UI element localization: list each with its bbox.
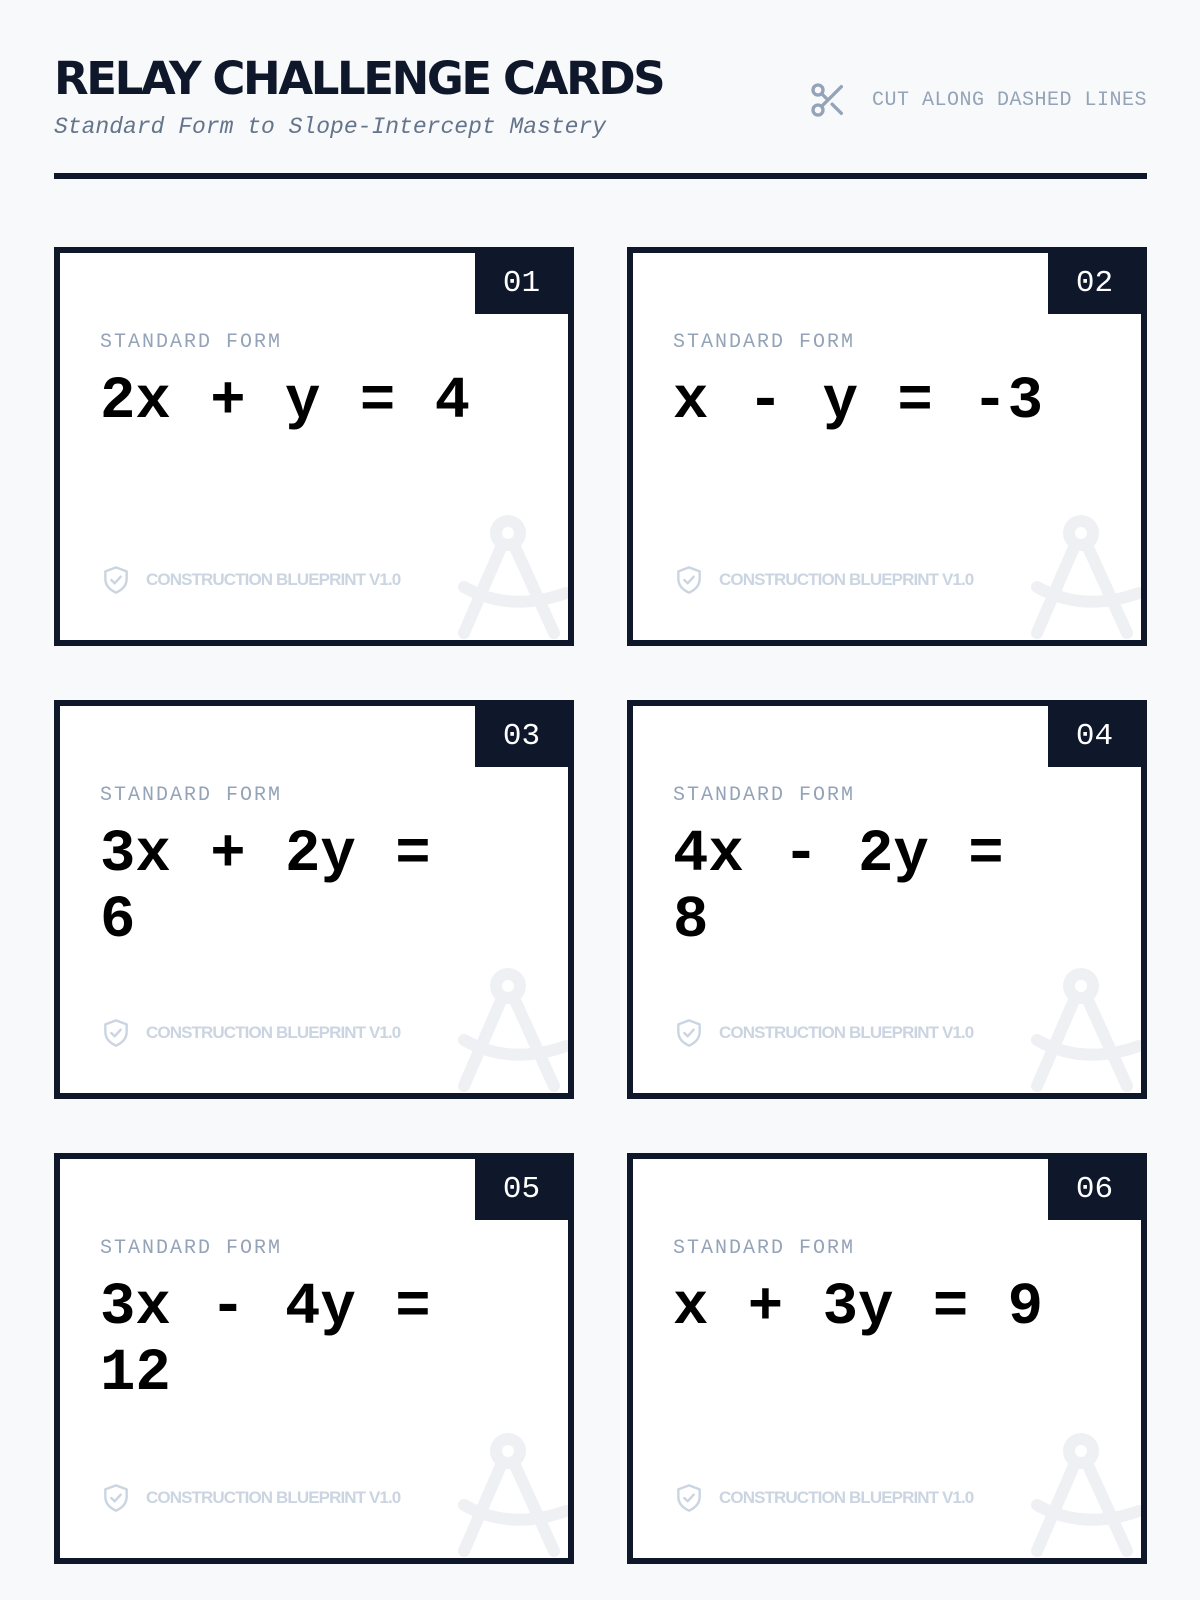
compass-watermark-icon (446, 509, 574, 639)
card-equation: 2x + y = 4 (100, 368, 471, 435)
challenge-card (627, 247, 1147, 646)
card-number-badge: 05 (475, 1159, 568, 1220)
card-footer (673, 564, 973, 596)
card-form-label: STANDARD FORM (100, 784, 283, 807)
challenge-card (627, 1153, 1147, 1564)
shield-check-icon (673, 1017, 705, 1049)
challenge-card (54, 700, 574, 1099)
compass-watermark-icon (446, 962, 574, 1092)
card-form-label: STANDARD FORM (673, 784, 856, 807)
shield-check-icon (100, 1482, 132, 1514)
card-footer-text: CONSTRUCTION BLUEPRINT V1.0 (719, 1488, 974, 1507)
card-footer (100, 564, 400, 596)
card-form-label: STANDARD FORM (673, 331, 856, 354)
card-footer (673, 1017, 973, 1049)
card-equation: 3x + 2y = 6 (100, 821, 471, 954)
scissors-icon (808, 80, 848, 120)
card-equation: 3x - 4y = 12 (100, 1274, 471, 1407)
card-number-badge: 04 (1048, 706, 1141, 767)
card-number-badge: 02 (1048, 253, 1141, 314)
card-form-label: STANDARD FORM (100, 1237, 283, 1260)
shield-check-icon (673, 564, 705, 596)
card-footer-text: CONSTRUCTION BLUEPRINT V1.0 (146, 1488, 401, 1507)
challenge-card (627, 700, 1147, 1099)
card-footer-text: CONSTRUCTION BLUEPRINT V1.0 (719, 1023, 974, 1042)
card-number-badge: 06 (1048, 1159, 1141, 1220)
card-form-label: STANDARD FORM (673, 1237, 856, 1260)
compass-watermark-icon (1019, 962, 1147, 1092)
page-title: RELAY CHALLENGE CARDS (54, 52, 664, 105)
card-footer-text: CONSTRUCTION BLUEPRINT V1.0 (146, 570, 401, 589)
challenge-card (54, 1153, 574, 1564)
card-footer (100, 1017, 400, 1049)
card-footer (673, 1482, 973, 1514)
page-subtitle: Standard Form to Slope-Intercept Mastery (54, 114, 607, 140)
cut-instruction (808, 82, 1147, 118)
card-number-badge: 03 (475, 706, 568, 767)
compass-watermark-icon (1019, 1427, 1147, 1557)
card-footer-text: CONSTRUCTION BLUEPRINT V1.0 (719, 570, 974, 589)
shield-check-icon (100, 1017, 132, 1049)
shield-check-icon (100, 564, 132, 596)
card-footer-text: CONSTRUCTION BLUEPRINT V1.0 (146, 1023, 401, 1042)
card-footer (100, 1482, 400, 1514)
card-equation: 4x - 2y = 8 (673, 821, 1044, 954)
challenge-card (54, 247, 574, 646)
card-number-badge: 01 (475, 253, 568, 314)
compass-watermark-icon (1019, 509, 1147, 639)
card-equation: x + 3y = 9 (673, 1274, 1044, 1341)
card-equation: x - y = -3 (673, 368, 1044, 435)
cut-note-text: CUT ALONG DASHED LINES (871, 88, 1147, 112)
shield-check-icon (673, 1482, 705, 1514)
header-divider (54, 173, 1147, 179)
page-header (54, 0, 1147, 182)
card-form-label: STANDARD FORM (100, 331, 283, 354)
compass-watermark-icon (446, 1427, 574, 1557)
